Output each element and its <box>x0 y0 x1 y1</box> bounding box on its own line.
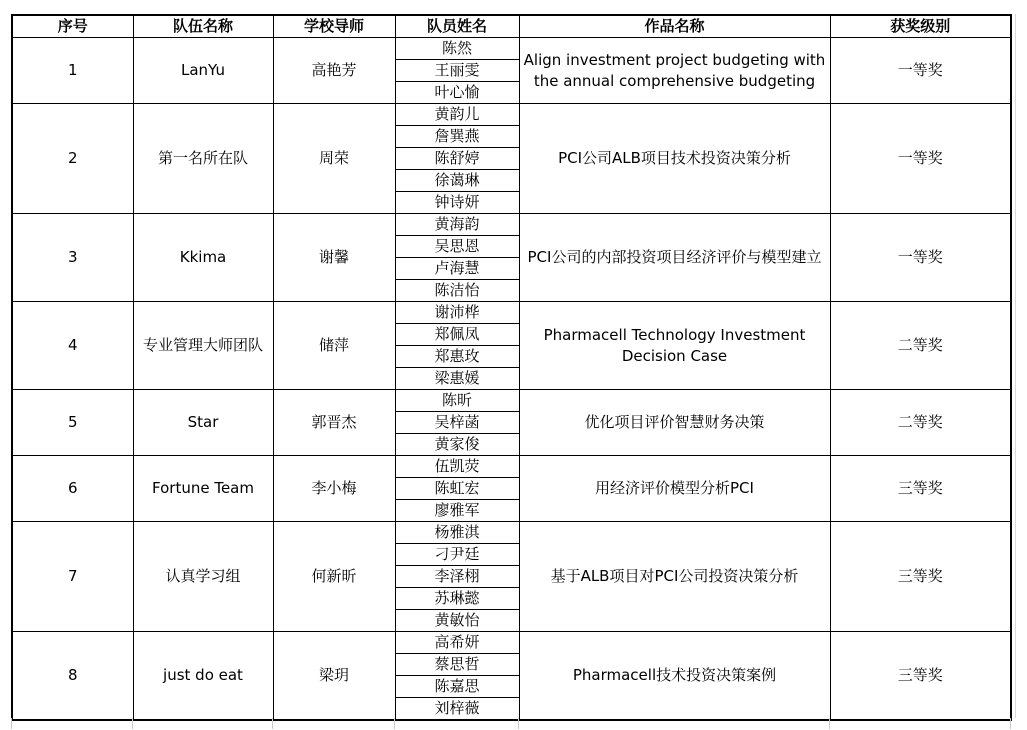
cell-award-level: 三等奖 <box>830 456 1011 522</box>
cell-no: 8 <box>12 632 133 721</box>
grid-continuation-stub <box>829 718 830 729</box>
cell-mentor: 储萍 <box>273 302 395 390</box>
header-member-name: 队员姓名 <box>395 15 519 38</box>
cell-no: 5 <box>12 390 133 456</box>
cell-member-name: 廖雅军 <box>395 500 519 522</box>
grid-continuation-stub <box>272 718 273 729</box>
cell-team-name: 认真学习组 <box>133 522 273 632</box>
cell-mentor: 谢馨 <box>273 214 395 302</box>
cell-team-name: 专业管理大师团队 <box>133 302 273 390</box>
cell-member-name: 陈昕 <box>395 390 519 412</box>
table-row <box>12 522 1011 544</box>
table-row <box>12 214 1011 236</box>
table-row <box>12 456 1011 478</box>
cell-work-title: PCI公司ALB项目技术投资决策分析 <box>519 104 830 214</box>
cell-member-name: 吴思恩 <box>395 236 519 258</box>
cell-member-name: 陈洁怡 <box>395 280 519 302</box>
cell-mentor: 李小梅 <box>273 456 395 522</box>
cell-member-name: 郑惠玫 <box>395 346 519 368</box>
cell-award-level: 二等奖 <box>830 302 1011 390</box>
faint-right-gridline <box>1015 14 1016 718</box>
cell-work-title: 用经济评价模型分析PCI <box>519 456 830 522</box>
cell-member-name: 梁惠媛 <box>395 368 519 390</box>
cell-mentor: 梁玥 <box>273 632 395 721</box>
cell-team-name: Kkima <box>133 214 273 302</box>
cell-team-name: Fortune Team <box>133 456 273 522</box>
header-no: 序号 <box>12 15 133 38</box>
cell-work-title: Pharmacell Technology Investment Decision Case <box>519 302 830 390</box>
grid-continuation-stub <box>394 718 395 729</box>
cell-mentor: 周荣 <box>273 104 395 214</box>
cell-member-name: 李泽栩 <box>395 566 519 588</box>
cell-member-name: 刁尹廷 <box>395 544 519 566</box>
cell-mentor: 何新昕 <box>273 522 395 632</box>
cell-work-title: Pharmacell技术投资决策案例 <box>519 632 830 721</box>
cell-member-name: 黄韵儿 <box>395 104 519 126</box>
cell-member-name: 刘梓薇 <box>395 698 519 721</box>
cell-member-name: 陈舒婷 <box>395 148 519 170</box>
header-award-level: 获奖级别 <box>830 15 1011 38</box>
cell-member-name: 钟诗妍 <box>395 192 519 214</box>
cell-team-name: 第一名所在队 <box>133 104 273 214</box>
cell-member-name: 黄敏怡 <box>395 610 519 632</box>
header-mentor: 学校导师 <box>273 15 395 38</box>
cell-member-name: 叶心愉 <box>395 82 519 104</box>
grid-continuation-stub <box>1010 718 1011 729</box>
cell-member-name: 黄海韵 <box>395 214 519 236</box>
cell-award-level: 二等奖 <box>830 390 1011 456</box>
grid-continuation-stub <box>11 718 12 729</box>
cell-member-name: 谢沛桦 <box>395 302 519 324</box>
awards-table <box>11 14 1012 721</box>
cell-member-name: 詹巽燕 <box>395 126 519 148</box>
cell-award-level: 一等奖 <box>830 214 1011 302</box>
cell-work-title: Align investment project budgeting with the annual comprehensive budgeting <box>519 38 830 104</box>
cell-member-name: 卢海慧 <box>395 258 519 280</box>
cell-member-name: 陈虹宏 <box>395 478 519 500</box>
cell-work-title: 优化项目评价智慧财务决策 <box>519 390 830 456</box>
cell-member-name: 陈嘉思 <box>395 676 519 698</box>
table-row <box>12 390 1011 412</box>
header-row <box>12 15 1011 38</box>
cell-member-name: 蔡思哲 <box>395 654 519 676</box>
table-row <box>12 632 1011 654</box>
cell-team-name: just do eat <box>133 632 273 721</box>
cell-no: 1 <box>12 38 133 104</box>
cell-no: 3 <box>12 214 133 302</box>
cell-member-name: 徐蔼琳 <box>395 170 519 192</box>
cell-no: 2 <box>12 104 133 214</box>
cell-work-title: PCI公司的内部投资项目经济评价与模型建立 <box>519 214 830 302</box>
cell-award-level: 三等奖 <box>830 522 1011 632</box>
cell-no: 7 <box>12 522 133 632</box>
header-work-title: 作品名称 <box>519 15 830 38</box>
cell-team-name: LanYu <box>133 38 273 104</box>
cell-member-name: 黄家俊 <box>395 434 519 456</box>
cell-member-name: 陈然 <box>395 38 519 60</box>
cell-award-level: 一等奖 <box>830 104 1011 214</box>
cell-member-name: 伍凯荧 <box>395 456 519 478</box>
cell-no: 6 <box>12 456 133 522</box>
grid-continuation-stub <box>132 718 133 729</box>
cell-member-name: 苏琳懿 <box>395 588 519 610</box>
cell-mentor: 高艳芳 <box>273 38 395 104</box>
cell-team-name: Star <box>133 390 273 456</box>
table-row <box>12 38 1011 60</box>
table-row <box>12 302 1011 324</box>
cell-award-level: 一等奖 <box>830 38 1011 104</box>
cell-no: 4 <box>12 302 133 390</box>
cell-member-name: 杨雅淇 <box>395 522 519 544</box>
cell-member-name: 郑佩凤 <box>395 324 519 346</box>
header-team-name: 队伍名称 <box>133 15 273 38</box>
cell-member-name: 王丽雯 <box>395 60 519 82</box>
grid-continuation-stub <box>518 718 519 729</box>
cell-award-level: 三等奖 <box>830 632 1011 721</box>
cell-work-title: 基于ALB项目对PCI公司投资决策分析 <box>519 522 830 632</box>
cell-member-name: 吴梓菡 <box>395 412 519 434</box>
cell-mentor: 郭晋杰 <box>273 390 395 456</box>
cell-member-name: 高希妍 <box>395 632 519 654</box>
table-row <box>12 104 1011 126</box>
